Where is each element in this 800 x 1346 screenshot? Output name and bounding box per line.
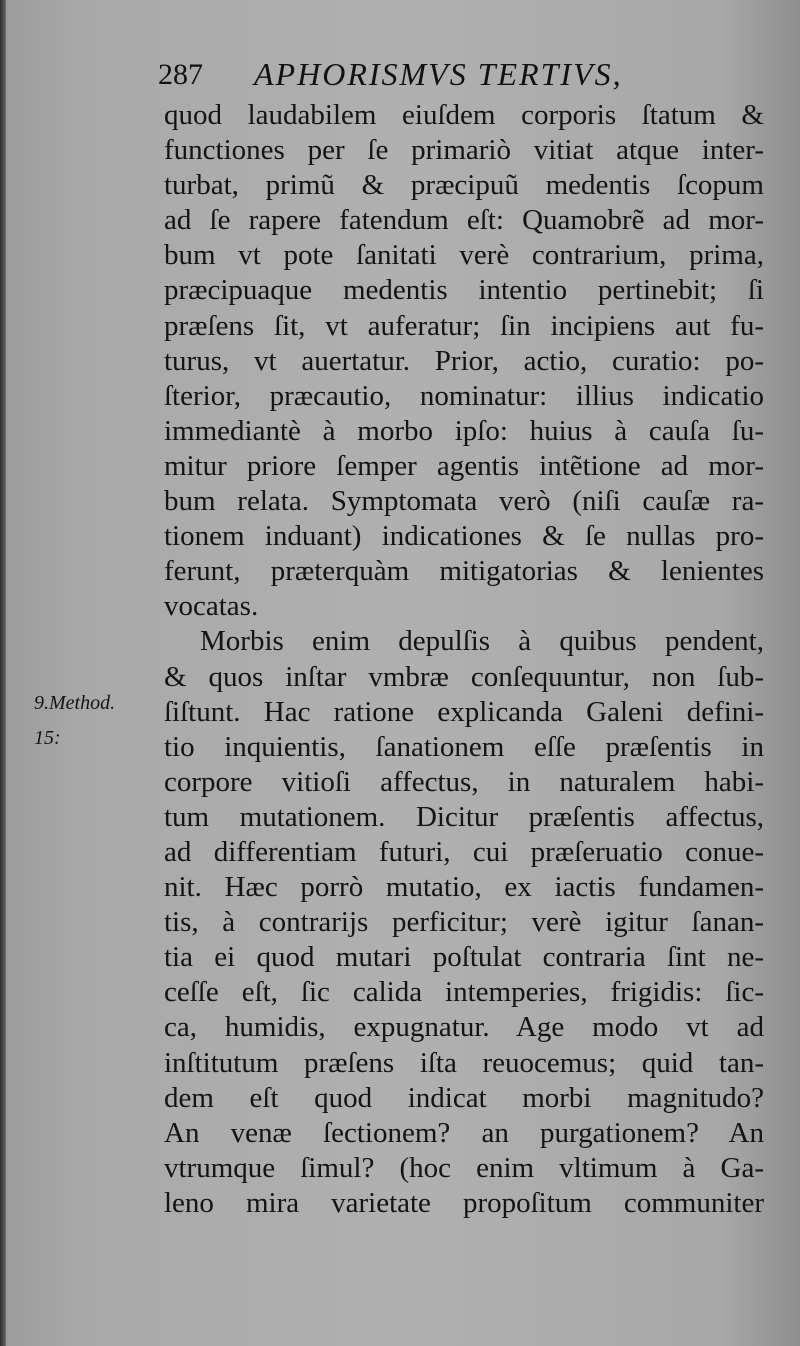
page-number: 287 [158,58,203,91]
paragraph-1 [164,98,764,624]
text-line: inſtitutum præſens iſta reuocemus; quid tan- [164,1046,764,1079]
text-line: Morbis enim depulſis à quibus pendent, [200,625,764,658]
paragraph-2 [164,624,764,1221]
text-line: turbat, primũ & præcipuũ medentis ſcopum [164,169,764,202]
text-line: præſens ſit, vt auferatur; ſin incipiens aut fu- [164,309,764,342]
text-line: bum relata. Symptomata verò (niſi cauſæ ra- [164,485,764,518]
margin-note-line: 9.Method. [34,692,116,714]
text-line: An venæ ſectionem? an purgationem? An [164,1116,764,1149]
text-line: leno mira varietate propoſitum communiter [164,1186,764,1219]
running-head: APHORISMVS TERTIVS, [254,56,623,92]
text-line: vocatas. [164,590,259,623]
text-line: tis, à contrarijs perficitur; verè igitur ſanan- [164,906,764,939]
text-line: bum vt pote ſanitati verè contrarium, prima, [164,239,764,272]
text-line: immediantè à morbo ipſo: huius à cauſa ſu- [164,414,764,447]
text-line: tia ei quod mutari poſtulat contraria ſint ne- [164,941,764,974]
text-line: mitur priore ſemper agentis intẽtione ad mor- [164,449,764,482]
text-line: nit. Hæc porrò mutatio, ex iactis fundamen- [164,871,764,904]
text-line: quod laudabilem eiuſdem corporis ſtatum & [164,99,764,131]
text-line: tio inquientis, ſanationem eſſe præſentis in [164,730,764,763]
text-line: ad differentiam futuri, cui præſeruatio conue- [164,835,764,868]
text-line: ceſſe eſt, ſic calida intemperies, frigidis: ſic- [164,976,764,1009]
text-line: ſiſtunt. Hac ratione explicanda Galeni defini- [164,695,764,728]
text-line: functiones per ſe primariò vitiat atque inter- [164,134,764,167]
text-line: vtrumque ſimul? (hoc enim vltimum à Ga- [164,1151,764,1184]
text-line: ca, humidis, expugnatur. Age modo vt ad [164,1011,764,1044]
text-line: & quos inſtar vmbræ conſequuntur, non ſub- [164,660,764,693]
text-line: turus, vt auertatur. Prior, actio, curatio: po- [164,344,764,377]
margin-note-line: 15: [34,727,61,749]
text-line: tionem induant) indicationes & ſe nullas pro- [164,520,764,553]
text-line: ad ſe rapere fatendum eſt: Quamobrẽ ad mor- [164,204,764,237]
text-line: ſterior, præcautio, nominatur: illius indicatio [164,379,764,412]
margin-note [34,686,154,756]
text-line: ferunt, præterquàm mitigatorias & lenientes [164,555,764,588]
text-line: tum mutationem. Dicitur præſentis affectus, [164,800,764,833]
page-header [158,52,758,98]
text-line: corpore vitioſi affectus, in naturalem habi- [164,765,764,798]
body-text [164,98,764,1221]
text-line: præcipuaque medentis intentio pertinebit; ſi [164,274,764,307]
text-line: dem eſt quod indicat morbi magnitudo? [164,1081,764,1114]
